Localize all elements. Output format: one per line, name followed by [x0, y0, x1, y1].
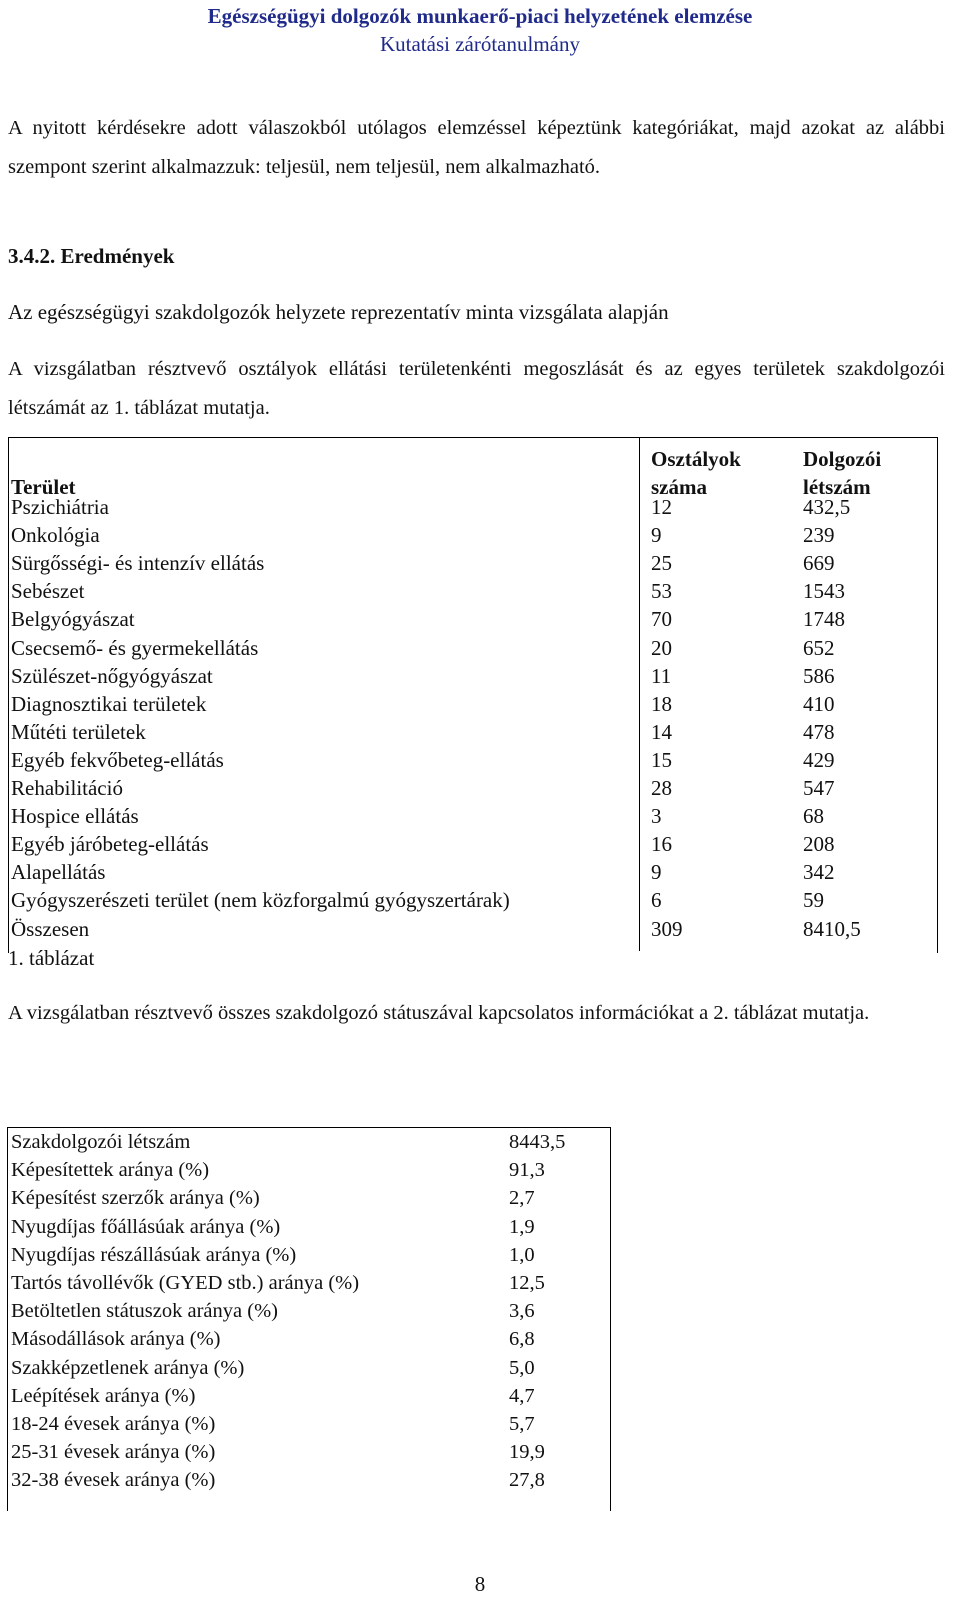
table2-cell-value: 4,7: [509, 1384, 535, 1407]
table1-cell-departments: 12: [651, 495, 672, 519]
table-row: [8, 774, 938, 803]
table1-cell-departments: 3: [651, 804, 662, 829]
table1-header-area: Terület: [11, 475, 76, 499]
table1-cell-staff: 669: [803, 551, 835, 576]
table1-cell-staff: 208: [803, 832, 835, 857]
table1-intro-paragraph: A vizsgálatban résztvevő osztályok ellátási területenkénti megoszlását és az egyes területek szakdolgozói létszámát az 1. táblázat mutatja.: [8, 358, 945, 419]
table2-cell-label: Leépítések aránya (%): [11, 1384, 196, 1407]
table2-cell-label: Szakdolgozói létszám: [11, 1131, 191, 1153]
document-title: Egészségügyi dolgozók munkaerő-piaci helyzetének elemzése: [207, 4, 753, 28]
table2-cell-label: Másodállások aránya (%): [11, 1328, 221, 1351]
table1-cell-area: Egyéb fekvőbeteg-ellátás: [11, 747, 224, 772]
table2-cell-value: 5,7: [509, 1413, 535, 1435]
table2-cell-value: 8443,5: [509, 1131, 566, 1153]
table1-cell-area: Onkológia: [11, 523, 100, 548]
table1-cell-staff: 429: [803, 747, 835, 772]
table-row: [8, 521, 938, 550]
table2-cell-label: Nyugdíjas főállásúak aránya (%): [11, 1215, 281, 1238]
table1-header-staff-line2: létszám: [803, 475, 871, 499]
table1-cell-staff: 586: [803, 663, 835, 688]
table2-right-border: [610, 1127, 611, 1511]
table2-cell-label: Képesítettek aránya (%): [11, 1159, 210, 1182]
table-row: [7, 1213, 607, 1242]
table2-cell-label: Szakképzetlenek aránya (%): [11, 1356, 245, 1379]
page-number: 8: [474, 1572, 486, 1596]
table-row: [8, 886, 938, 915]
table-row: [7, 1128, 607, 1157]
table2-cell-label: Tartós távollévők (GYED stb.) aránya (%): [11, 1272, 360, 1294]
intro-paragraph: A nyitott kérdésekre adott válaszokból utólagos elemzéssel képeztünk kategóriákat, majd azokat az alábbi szempont szerint alkalmazzuk: teljesül, nem teljesül, nem alkalmazható.: [8, 117, 945, 178]
table-row: [8, 662, 938, 691]
table1-cell-area: Gyógyszerészeti terület (nem közforgalmú gyógyszertárak): [11, 888, 510, 913]
table-row: [8, 802, 938, 831]
table-row: [8, 493, 938, 522]
table1-cell-area: Egyéb járóbeteg-ellátás: [11, 832, 209, 857]
table2-cell-label: 25-31 évesek aránya (%): [11, 1441, 216, 1464]
table-row: [7, 1410, 607, 1439]
table2-cell-label: Nyugdíjas részállásúak aránya (%): [11, 1243, 297, 1266]
table1-cell-departments: 53: [651, 579, 672, 604]
table1-cell-departments: 18: [651, 691, 672, 716]
table2-cell-value: 27,8: [509, 1469, 545, 1492]
table-row: [7, 1156, 607, 1185]
table-row: [7, 1297, 607, 1326]
table1-cell-departments: 14: [651, 719, 672, 744]
table1-cell-area: Műtéti területek: [11, 719, 146, 744]
table1-cell-departments: 28: [651, 776, 672, 800]
table1-cell-departments: 309: [651, 916, 683, 941]
table2-cell-value: 1,0: [509, 1243, 535, 1266]
table1-cell-departments: 11: [651, 663, 672, 688]
table1-cell-departments: 25: [651, 551, 672, 576]
table1-cell-area: Sürgősségi- és intenzív ellátás: [11, 551, 265, 576]
table-row: [8, 634, 938, 663]
table-row: [8, 746, 938, 775]
table-row: [7, 1241, 607, 1270]
table1-cell-departments: 20: [651, 635, 672, 660]
table1-cell-staff: 652: [803, 635, 835, 660]
document-subtitle: Kutatási zárótanulmány: [379, 32, 580, 56]
table2-cell-value: 6,8: [509, 1328, 535, 1351]
table2-cell-label: 18-24 évesek aránya (%): [11, 1413, 216, 1435]
table1-cell-staff: 1543: [803, 579, 845, 604]
table2-intro-paragraph: A vizsgálatban résztvevő összes szakdolgozó státuszával kapcsolatos információkat a 2. táblázat mutatja.: [8, 1002, 870, 1024]
table2-cell-value: 12,5: [509, 1272, 545, 1294]
table1-top-border: [8, 437, 938, 438]
table2-cell-label: Képesítést szerzők aránya (%): [11, 1187, 260, 1210]
table-row: [7, 1269, 607, 1298]
table1-cell-departments: 15: [651, 747, 672, 772]
table1-cell-area: Alapellátás: [11, 860, 106, 885]
table1-caption: 1. táblázat: [8, 946, 95, 970]
table2-cell-value: 91,3: [509, 1159, 545, 1182]
table-row: [7, 1438, 607, 1467]
table1-cell-departments: 9: [651, 860, 662, 885]
table1-cell-staff: 59: [803, 888, 824, 913]
table1-header-staff-line1: Dolgozói: [803, 447, 882, 471]
table1-cell-departments: 16: [651, 832, 672, 857]
table2-cell-value: 1,9: [509, 1215, 535, 1238]
table1-cell-area: Hospice ellátás: [11, 804, 139, 829]
table-1: [8, 437, 943, 953]
table-row: [8, 549, 938, 578]
table2-cell-value: 5,0: [509, 1356, 535, 1379]
table1-cell-area: Szülészet-nőgyógyászat: [11, 663, 213, 688]
table1-cell-staff: 1748: [803, 607, 845, 632]
table1-cell-area: Rehabilitáció: [11, 776, 123, 800]
table1-cell-area: Belgyógyászat: [11, 607, 135, 632]
table1-cell-staff: 8410,5: [803, 916, 861, 941]
table-row: [7, 1466, 607, 1495]
table-row: [8, 605, 938, 634]
table-row: [8, 718, 938, 747]
table1-cell-area: Diagnosztikai területek: [11, 691, 207, 716]
section-heading: 3.4.2. Eredmények: [8, 244, 175, 268]
table1-cell-departments: 6: [651, 888, 662, 913]
table1-header-departments-line1: Osztályok: [651, 447, 741, 471]
table1-cell-area: Összesen: [11, 916, 90, 941]
table2-cell-label: 32-38 évesek aránya (%): [11, 1469, 216, 1492]
table2-cell-value: 3,6: [509, 1300, 535, 1323]
table1-cell-staff: 239: [803, 523, 835, 548]
table-row: [7, 1325, 607, 1354]
table1-cell-departments: 70: [651, 607, 672, 632]
table-2: [7, 1127, 611, 1512]
table-row: [7, 1382, 607, 1411]
table1-cell-staff: 432,5: [803, 495, 851, 519]
table-row: [8, 915, 938, 944]
table1-cell-area: Csecsemő- és gyermekellátás: [11, 635, 259, 660]
table1-cell-staff: 547: [803, 776, 835, 800]
table1-cell-staff: 478: [803, 719, 835, 744]
table1-header-departments-line2: száma: [651, 475, 707, 499]
subsection-heading: Az egészségügyi szakdolgozók helyzete reprezentatív minta vizsgálata alapján: [8, 300, 669, 324]
table2-cell-value: 19,9: [509, 1441, 545, 1464]
table1-cell-staff: 68: [803, 804, 824, 829]
table1-cell-area: Sebészet: [11, 579, 85, 604]
table-row: [7, 1354, 607, 1383]
table2-cell-value: 2,7: [509, 1187, 535, 1210]
table-row: [8, 577, 938, 606]
document-header: [0, 2, 960, 58]
table1-cell-staff: 410: [803, 691, 835, 716]
table-row: [8, 858, 938, 887]
table-row: [7, 1184, 607, 1213]
table2-cell-label: Betöltetlen státuszok aránya (%): [11, 1300, 278, 1323]
table1-cell-area: Pszichiátria: [11, 495, 109, 519]
table-row: [8, 690, 938, 719]
table-row: [8, 830, 938, 859]
table1-cell-departments: 9: [651, 523, 662, 548]
table1-cell-staff: 342: [803, 860, 835, 885]
